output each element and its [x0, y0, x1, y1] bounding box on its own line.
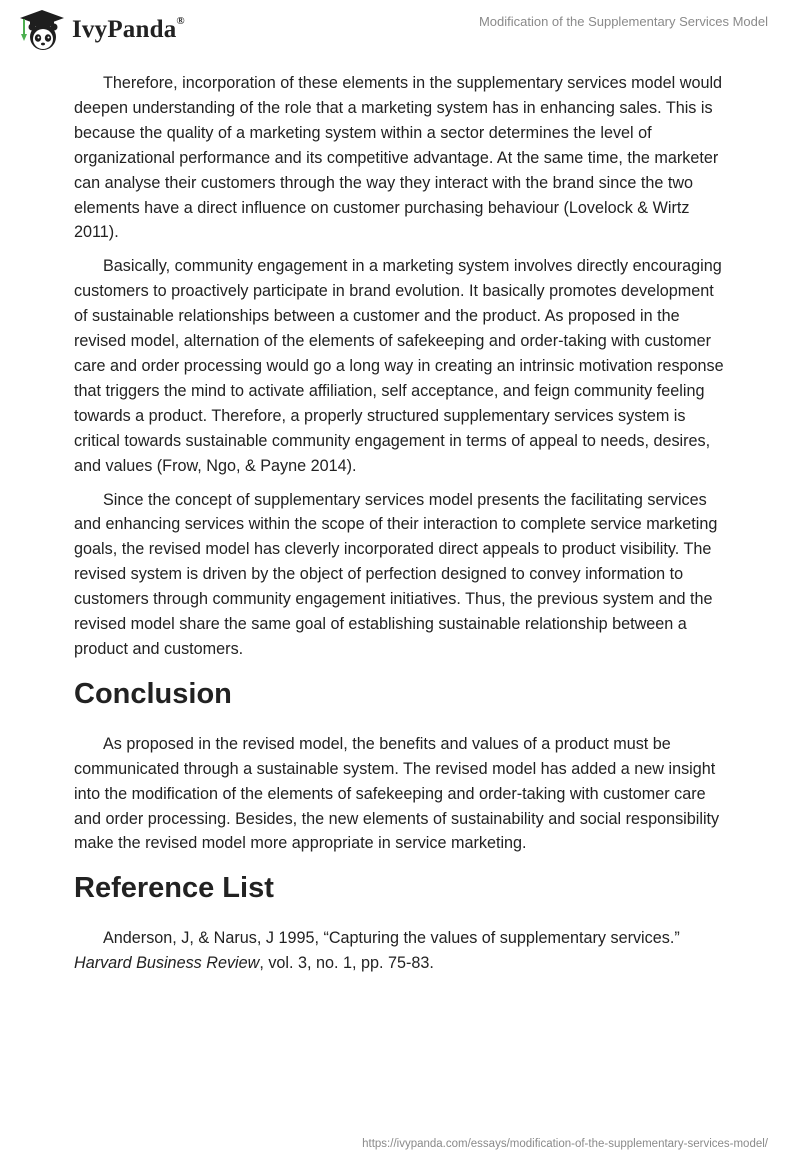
conclusion-paragraph: As proposed in the revised model, the benefits and values of a product must be communicated through a sustainable system. The revised model has added a new insight into the modification of the elements of safekeeping and order-taking with customer care and order processing. Besides, the new elements of sustainability and social responsibility make the revised model more appropriate in service marketing. — [74, 734, 720, 853]
reference-item: Anderson, J, & Narus, J 1995, “Capturing the values of supplementary services.” Harvard Business Review, vol. 3, no. 1, pp. 75-83. — [74, 929, 680, 973]
paragraph: Since the concept of supplementary services model presents the facilitating services and enhancing services within the scope of their interaction to complete service marketing goals, the revised model has cleverly incorporated direct appeals to product visibility. The revised system is driven by the object of perfection designed to convey information to customers through community engagement initiatives. Thus, the previous system and the revised model share the same goal of establishing sustainable relationship between a product and customers. — [74, 490, 718, 658]
reference-list-heading: Reference List — [74, 872, 274, 905]
document-title: Modification of the Supplementary Services Model — [478, 14, 768, 29]
journal-title: Harvard Business Review — [74, 954, 260, 973]
page-header — [0, 0, 800, 62]
brand-name: IvyPanda® — [72, 14, 185, 43]
source-url[interactable]: https://ivypanda.com/essays/modification-of-the-supplementary-services-model/ — [362, 1138, 768, 1150]
paragraph: Therefore, incorporation of these elements in the supplementary services model would deepen understanding of the role that a marketing system has in enhancing sales. This is because the quality of a marketing system within a sector determines the level of organizational performance and its competitive advantage. At the same time, the marketer can analyse their customers through the way they interact with the brand since the two elements have a direct influence on customer purchasing behaviour (Lovelock & Wirtz 2011). — [74, 74, 723, 242]
conclusion-heading: Conclusion — [74, 677, 232, 710]
paragraph: Basically, community engagement in a marketing system involves directly encouraging customers to proactively participate in brand evolution. It basically promotes development of sustainable relationships between a customer and the product. As proposed in the revised model, alternation of the elements of safekeeping and order-taking with customer care and order processing would go a long way in creating an intrinsic motivation response that triggers the mind to activate affiliation, self acceptance, and feign community feeling towards a product. Therefore, a properly structured supplementary services system is critical towards sustainable community engagement in terms of appeal to needs, desires, and values (Frow, Ngo, & Payne 2014). — [74, 257, 724, 475]
brand-logo[interactable] — [16, 8, 185, 52]
essay-content — [74, 71, 724, 976]
panda-graduation-cap-icon — [16, 8, 68, 52]
